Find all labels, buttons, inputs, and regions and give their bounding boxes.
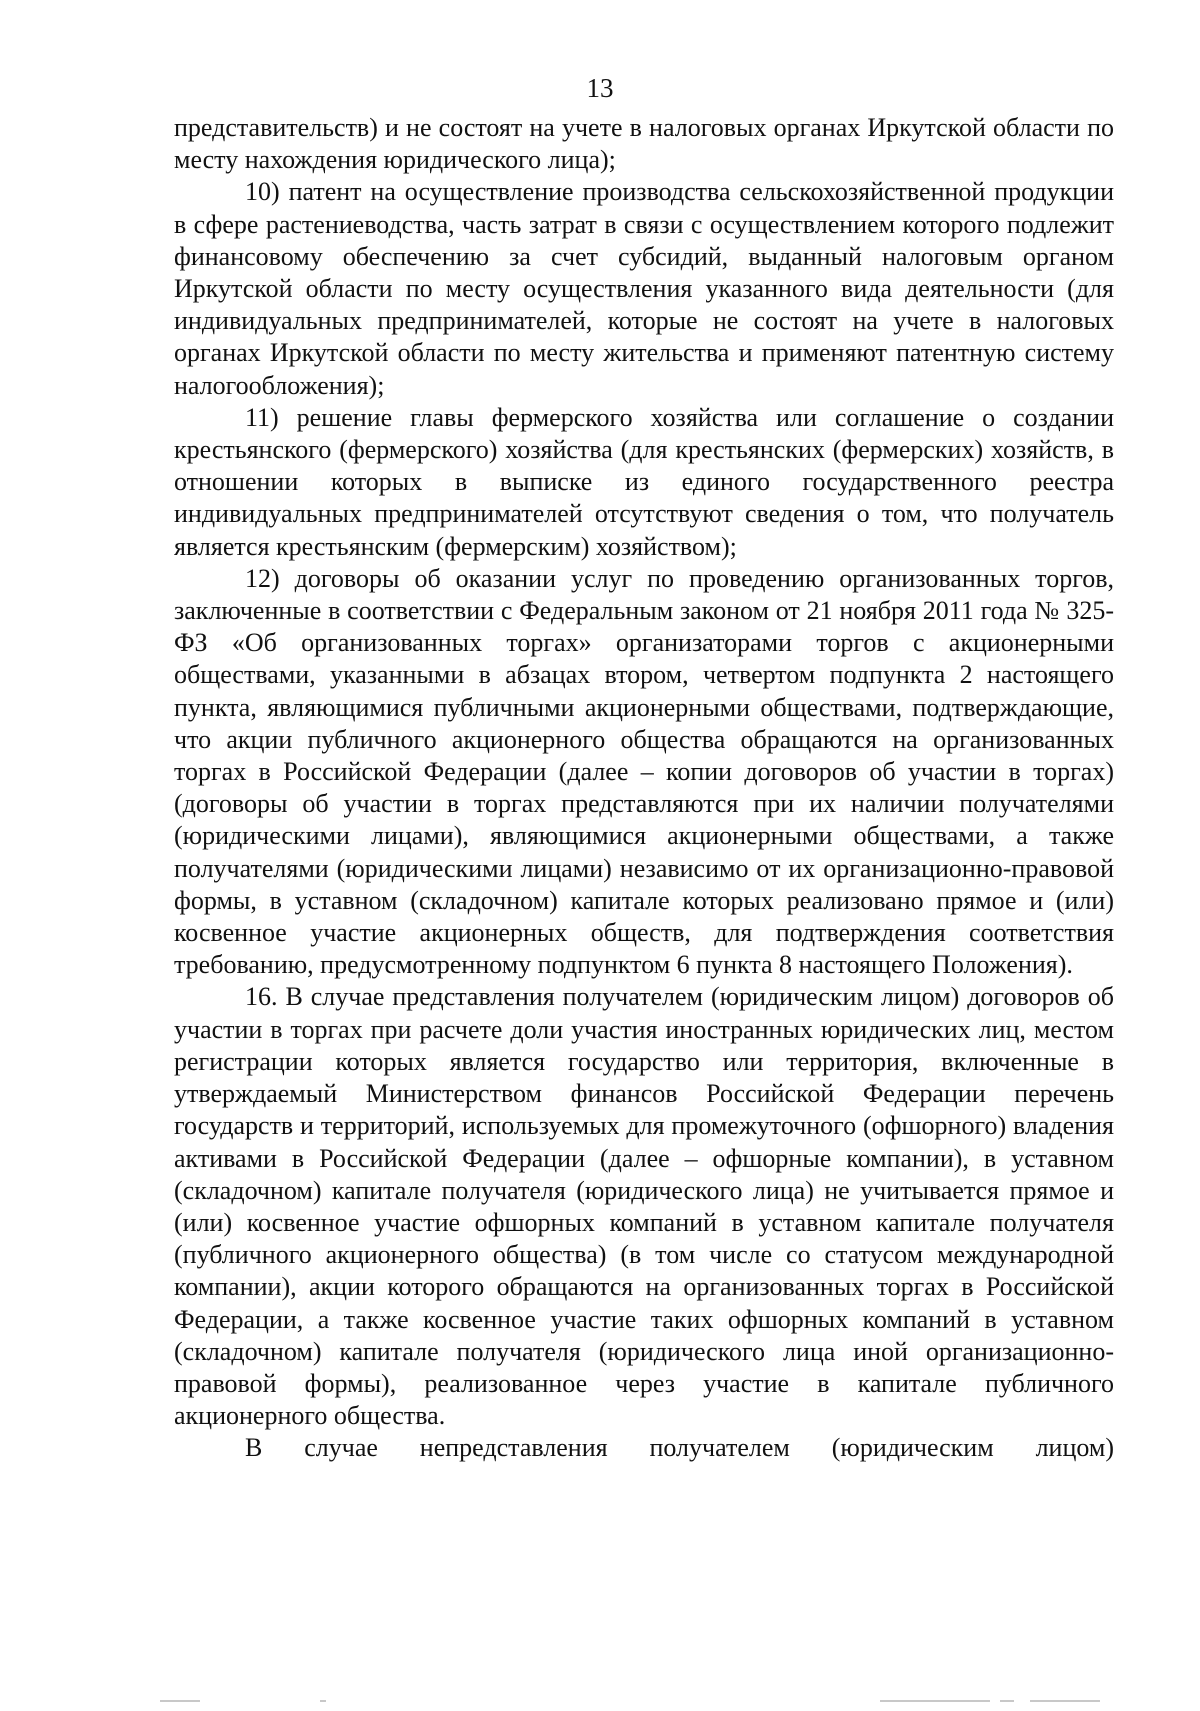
paragraph-clause-16-continued: В случае непредставления получателем (юридическим лицом): [245, 1433, 1114, 1463]
scan-footer-marks: [0, 1700, 1200, 1704]
document-body: [174, 112, 1114, 1465]
paragraph-item-12: 12) договоры об оказании услуг по проведению организованных торгов, заключенные в соответствии с Федеральным законом от 21 ноября 2011 года № 325-ФЗ «Об организованных торгах» организаторами торгов с акционерными обществами, указанными в абзацах втором, четвертом подпункта 2 настоящего пункта, являющимися публичными акционерными обществами, подтверждающие, что акции публичного акционерного общества обращаются на организованных торгах в Российской Федерации (далее – копии договоров об участии в торгах) (договоры об участии в торгах представляются при их наличии получателями (юридическими лицами), являющимися акционерными обществами, а также получателями (юридическими лицами) независимо от их организационно-правовой формы, в уставном (складочном) капитале которых реализовано прямое и (или) косвенное участие акционерных обществ, для подтверждения соответствия требованию, предусмотренному подпунктом 6 пункта 8 настоящего Положения).: [174, 563, 1114, 980]
paragraph-clause-16: 16. В случае представления получателем (юридическим лицом) договоров об участии в торгах при расчете доли участия иностранных юридических лиц, местом регистрации которых является государство или территория, включенные в утверждаемый Министерством финансов Российской Федерации перечень государств и территорий, используемых для промежуточного (офшорного) владения активами в Российской Федерации (далее – офшорные компании), в уставном (складочном) капитале получателя (юридического лица) не учитывается прямое и (или) косвенное участие офшорных компаний в уставном капитале получателя (публичного акционерного общества) (в том числе со статусом международной компании), акции которого обращаются на организованных торгах в Российской Федерации, а также косвенное участие таких офшорных компаний в уставном (складочном) капитале получателя (юридического лица иной организационно-правовой формы), реализованное через участие в капитале публичного акционерного общества.: [174, 982, 1114, 1431]
paragraph-continuation: представительств) и не состоят на учете в налоговых органах Иркутской области по месту нахождения юридического лица);: [174, 113, 1114, 175]
page-number: 13: [586, 73, 614, 103]
paragraph-item-11: 11) решение главы фермерского хозяйства или соглашение о создании крестьянского (фермерского) хозяйства (для крестьянских (фермерских) хозяйств, в отношении которых в выписке из единого государственного реестра индивидуальных предпринимателей отсутствуют сведения о том, что получатель является крестьянским (фермерским) хозяйством);: [174, 402, 1114, 561]
paragraph-item-10: 10) патент на осуществление производства сельскохозяйственной продукции в сфере растениеводства, часть затрат в связи с осуществлением которого подлежит финансовому обеспечению за счет субсидий, выданный налоговым органом Иркутской области по месту осуществления указанного вида деятельности (для индивидуальных предпринимателей, которые не состоят на учете в налоговых органах Иркутской области по месту жительства и применяют патентную систему налогообложения);: [174, 177, 1114, 400]
